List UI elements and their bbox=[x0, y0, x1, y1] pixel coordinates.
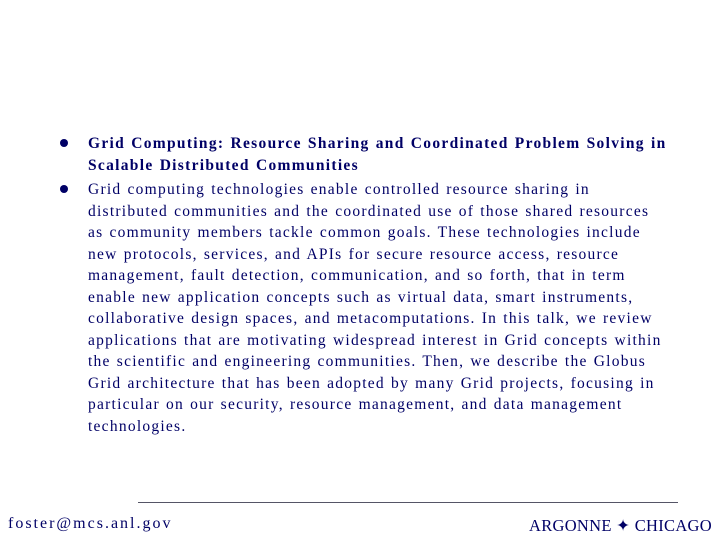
slide-content bbox=[58, 133, 668, 440]
footer-divider bbox=[138, 502, 678, 503]
footer-brand: ARGONNE ✦ CHICAGO bbox=[528, 516, 712, 535]
bullet-title-text: Grid Computing: Resource Sharing and Coordinated Problem Solving in Scalable Distributed Communities bbox=[88, 135, 667, 174]
bullet-dot-icon bbox=[60, 139, 68, 147]
bullet-abstract bbox=[58, 179, 668, 437]
bullet-title bbox=[58, 133, 668, 176]
footer-email: foster@mcs.anl.gov bbox=[8, 515, 173, 532]
bullet-abstract-text: Grid computing technologies enable controlled resource sharing in distributed communities and the coordinated use of those shared resources as community members tackle common goals. These technologies include new protocols, services, and APIs for secure resource access, resource management, fault detection, communication, and so forth, that in term enable new application concepts such as virtual data, smart instruments, collaborative design spaces, and metacomputations. In this talk, we review applications that are motivating widespread interest in Grid concepts within the scientific and engineering communities. Then, we describe the Globus Grid architecture that has been adopted by many Grid projects, focusing in particular on our security, resource management, and data management technologies. bbox=[88, 181, 662, 435]
bullet-dot-icon bbox=[60, 185, 68, 193]
